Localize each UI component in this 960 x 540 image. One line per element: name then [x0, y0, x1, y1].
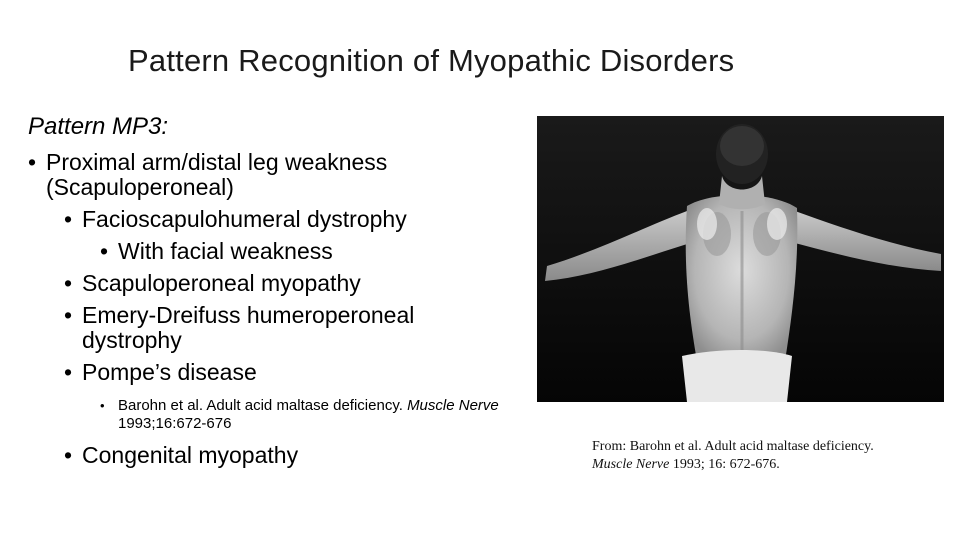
bullet-dot: •: [64, 302, 73, 328]
caption-citation: 1993; 16: 672-676.: [669, 457, 780, 472]
bullet-text: Congenital myopathy: [82, 442, 299, 468]
reference-bullet: [100, 397, 528, 433]
bullet-text: Pompe’s disease: [82, 359, 257, 385]
caption-citation-line: [592, 456, 942, 474]
bullet-dot: •: [64, 442, 73, 468]
reference-journal: Muscle Nerve: [407, 397, 499, 414]
bullet-proximal: [28, 150, 528, 200]
patient-back-illustration: [537, 116, 944, 402]
pattern-heading: Pattern MP3:: [28, 113, 169, 140]
bullet-dot: •: [28, 149, 37, 175]
bullet-congenital: [64, 443, 528, 468]
figure-caption: [592, 438, 942, 474]
bullet-pompe: [64, 360, 528, 385]
bullet-facial: [100, 239, 528, 264]
bullet-dot: •: [64, 270, 73, 296]
bullet-text: With facial weakness: [118, 238, 333, 264]
bullet-text: Scapuloperoneal myopathy: [82, 270, 361, 296]
slide-content: [28, 112, 528, 468]
patient-back-photo: [537, 116, 944, 402]
bullet-text: Emery-Dreifuss humeroperoneal dystrophy: [82, 302, 415, 353]
bullet-dot: •: [64, 359, 73, 385]
bullet-text: Facioscapulohumeral dystrophy: [82, 206, 407, 232]
bullet-text: Proximal arm/distal leg weakness (Scapuloperoneal): [46, 149, 388, 200]
bullet-dot: •: [100, 238, 109, 264]
bullet-emery-dreifuss: [64, 303, 528, 353]
reference-authors: Barohn et al. Adult acid maltase deficiency.: [118, 397, 408, 414]
reference-text: [118, 397, 508, 433]
reference-citation: 1993;16:672-676: [118, 415, 232, 432]
bullet-dot: •: [64, 206, 73, 232]
bullet-fshd: [64, 207, 528, 232]
bullet-scapuloperoneal: [64, 271, 528, 296]
caption-journal: Muscle Nerve: [592, 457, 670, 472]
slide-title: Pattern Recognition of Myopathic Disorders: [128, 43, 735, 78]
bullet-dot: •: [100, 398, 105, 413]
caption-source: From: Barohn et al. Adult acid maltase deficiency.: [592, 439, 874, 454]
